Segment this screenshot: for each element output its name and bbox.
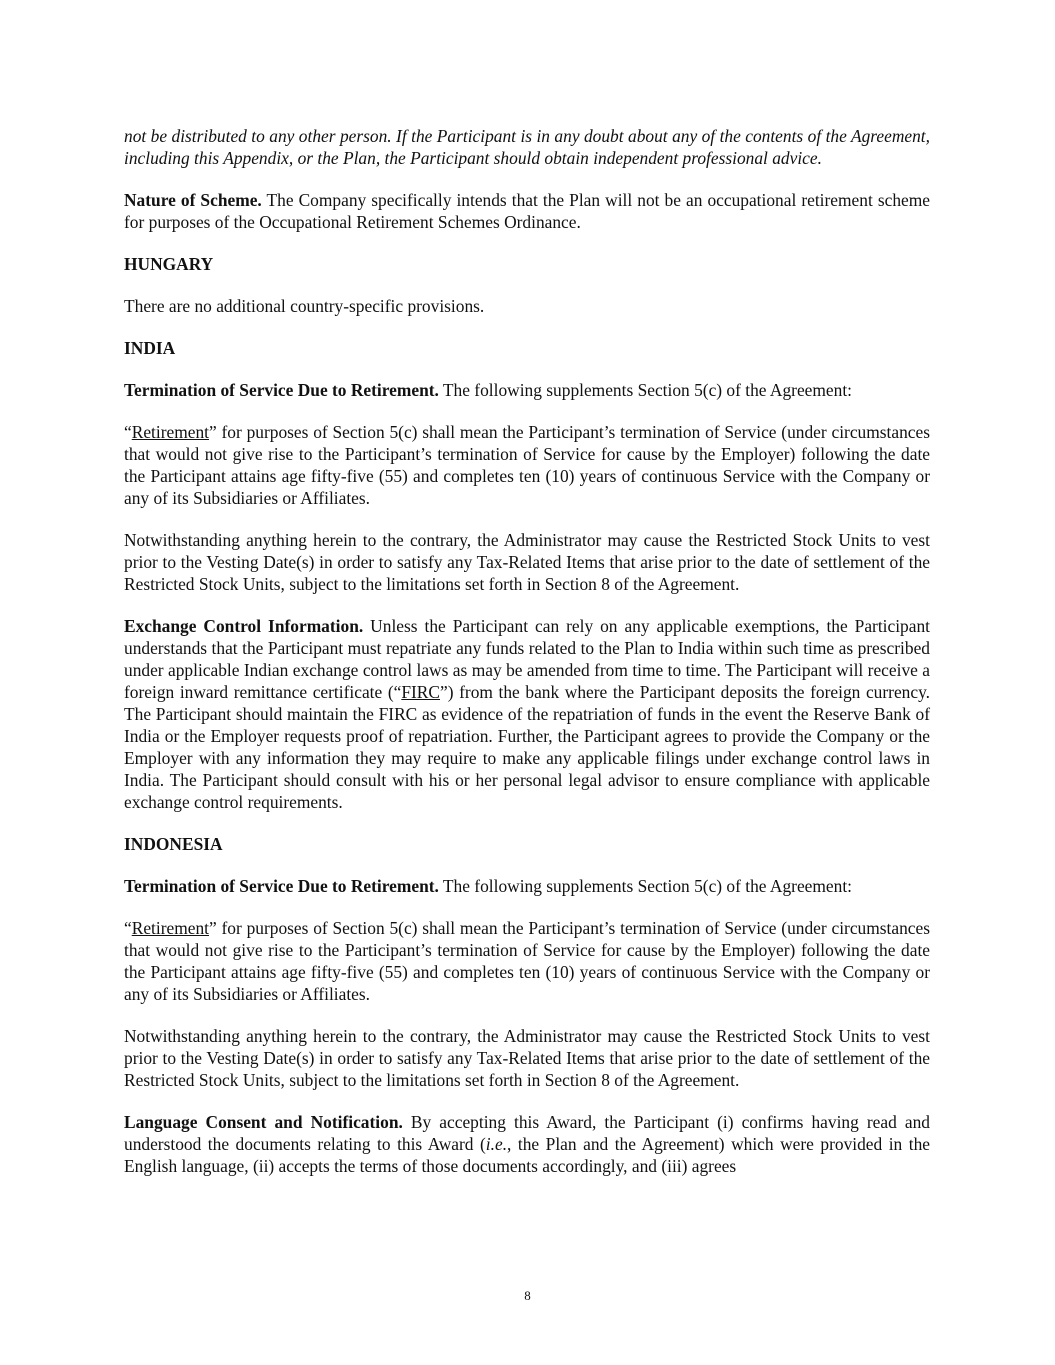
india-termination-text: The following supplements Section 5(c) of the Agreement: — [438, 380, 852, 400]
indonesia-language-ie: i.e. — [485, 1134, 508, 1154]
heading-hungary: HUNGARY — [124, 254, 214, 274]
india-exchange-title: Exchange Control Information. — [124, 616, 364, 636]
india-exchange-text-1: Unless the Participant can rely on any applicable exemptions, the Participant understands that the Participant must repatriate any funds related to the Plan to India within such time as prescribed under applicable Indian exchange control laws as may be amended from time to time. The Participant will receive a foreign inward remittance certificate (“ — [124, 616, 930, 702]
india-retirement-paragraph — [124, 421, 930, 509]
page-number: 8 — [524, 1288, 531, 1303]
indonesia-termination-text: The following supplements Section 5(c) of the Agreement: — [438, 876, 852, 896]
indonesia-termination-paragraph — [124, 875, 930, 897]
indonesia-retirement-open-quote: “ — [124, 918, 132, 938]
india-retirement-text: ” for purposes of Section 5(c) shall mean the Participant’s termination of Service (under circumstances that would not give rise to the Participant’s termination of Service for cause by the Employer) following the date the Participant attains age fifty-five (55) and completes ten (10) years of continuous Service with the Company or any of its Subsidiaries or Affiliates. — [124, 422, 930, 508]
nature-of-scheme-title: Nature of Scheme. — [124, 190, 262, 210]
india-exchange-paragraph — [124, 615, 930, 813]
heading-indonesia: INDONESIA — [124, 834, 223, 854]
india-retirement-open-quote: “ — [124, 422, 132, 442]
india-termination-paragraph — [124, 379, 930, 401]
indonesia-termination-title: Termination of Service Due to Retirement. — [124, 876, 439, 896]
india-firc-term: FIRC — [401, 682, 440, 702]
intro-paragraph: not be distributed to any other person. If the Participant is in any doubt about any of the contents of the Agreement, including this Appendix, or the Plan, the Participant should obtain independent professional advice. — [124, 126, 930, 168]
indonesia-retirement-term: Retirement — [131, 918, 209, 938]
indonesia-language-title: Language Consent and Notification. — [124, 1112, 403, 1132]
indonesia-retirement-paragraph — [124, 917, 930, 1005]
india-exchange-text-2: ”) from the bank where the Participant deposits the foreign currency. The Participant should maintain the FIRC as evidence of the repatriation of funds in the event the Reserve Bank of India or the Employer requests proof of repatriation. Further, the Participant agrees to provide the Company or the Employer with any information they may require to make any applicable filings under exchange control laws in India. The Participant should consult with his or her personal legal advisor to ensure compliance with applicable exchange control requirements. — [124, 682, 930, 812]
indonesia-language-text-2: , the Plan and the Agreement) which were provided in the English language, (ii) accepts the terms of those documents accordingly, and (iii) agrees — [124, 1134, 931, 1176]
nature-of-scheme-text: The Company specifically intends that the Plan will not be an occupational retirement scheme for purposes of the Occupational Retirement Schemes Ordinance. — [124, 190, 930, 232]
india-termination-title: Termination of Service Due to Retirement. — [124, 380, 439, 400]
indonesia-language-paragraph — [124, 1111, 930, 1177]
hungary-paragraph: There are no additional country-specific provisions. — [124, 296, 485, 316]
indonesia-retirement-text: ” for purposes of Section 5(c) shall mean the Participant’s termination of Service (under circumstances that would not give rise to the Participant’s termination of Service for cause by the Employer) following the date the Participant attains age fifty-five (55) and completes ten (10) years of continuous Service with the Company or any of its Subsidiaries or Affiliates. — [124, 918, 930, 1004]
indonesia-notwithstanding-paragraph: Notwithstanding anything herein to the contrary, the Administrator may cause the Restricted Stock Units to vest prior to the Vesting Date(s) in order to satisfy any Tax-Related Items that arise prior to the date of settlement of the Restricted Stock Units, subject to the limitations set forth in Section 8 of the Agreement. — [124, 1026, 930, 1090]
india-retirement-term: Retirement — [131, 422, 209, 442]
indonesia-language-text-1: By accepting this Award, the Participant (i) confirms having read and understood the documents relating to this Award ( — [124, 1112, 930, 1154]
document-page — [124, 125, 930, 1197]
heading-india: INDIA — [124, 338, 176, 358]
india-notwithstanding-paragraph: Notwithstanding anything herein to the contrary, the Administrator may cause the Restricted Stock Units to vest prior to the Vesting Date(s) in order to satisfy any Tax-Related Items that arise prior to the date of settlement of the Restricted Stock Units, subject to the limitations set forth in Section 8 of the Agreement. — [124, 530, 930, 594]
nature-of-scheme-paragraph — [124, 189, 930, 233]
